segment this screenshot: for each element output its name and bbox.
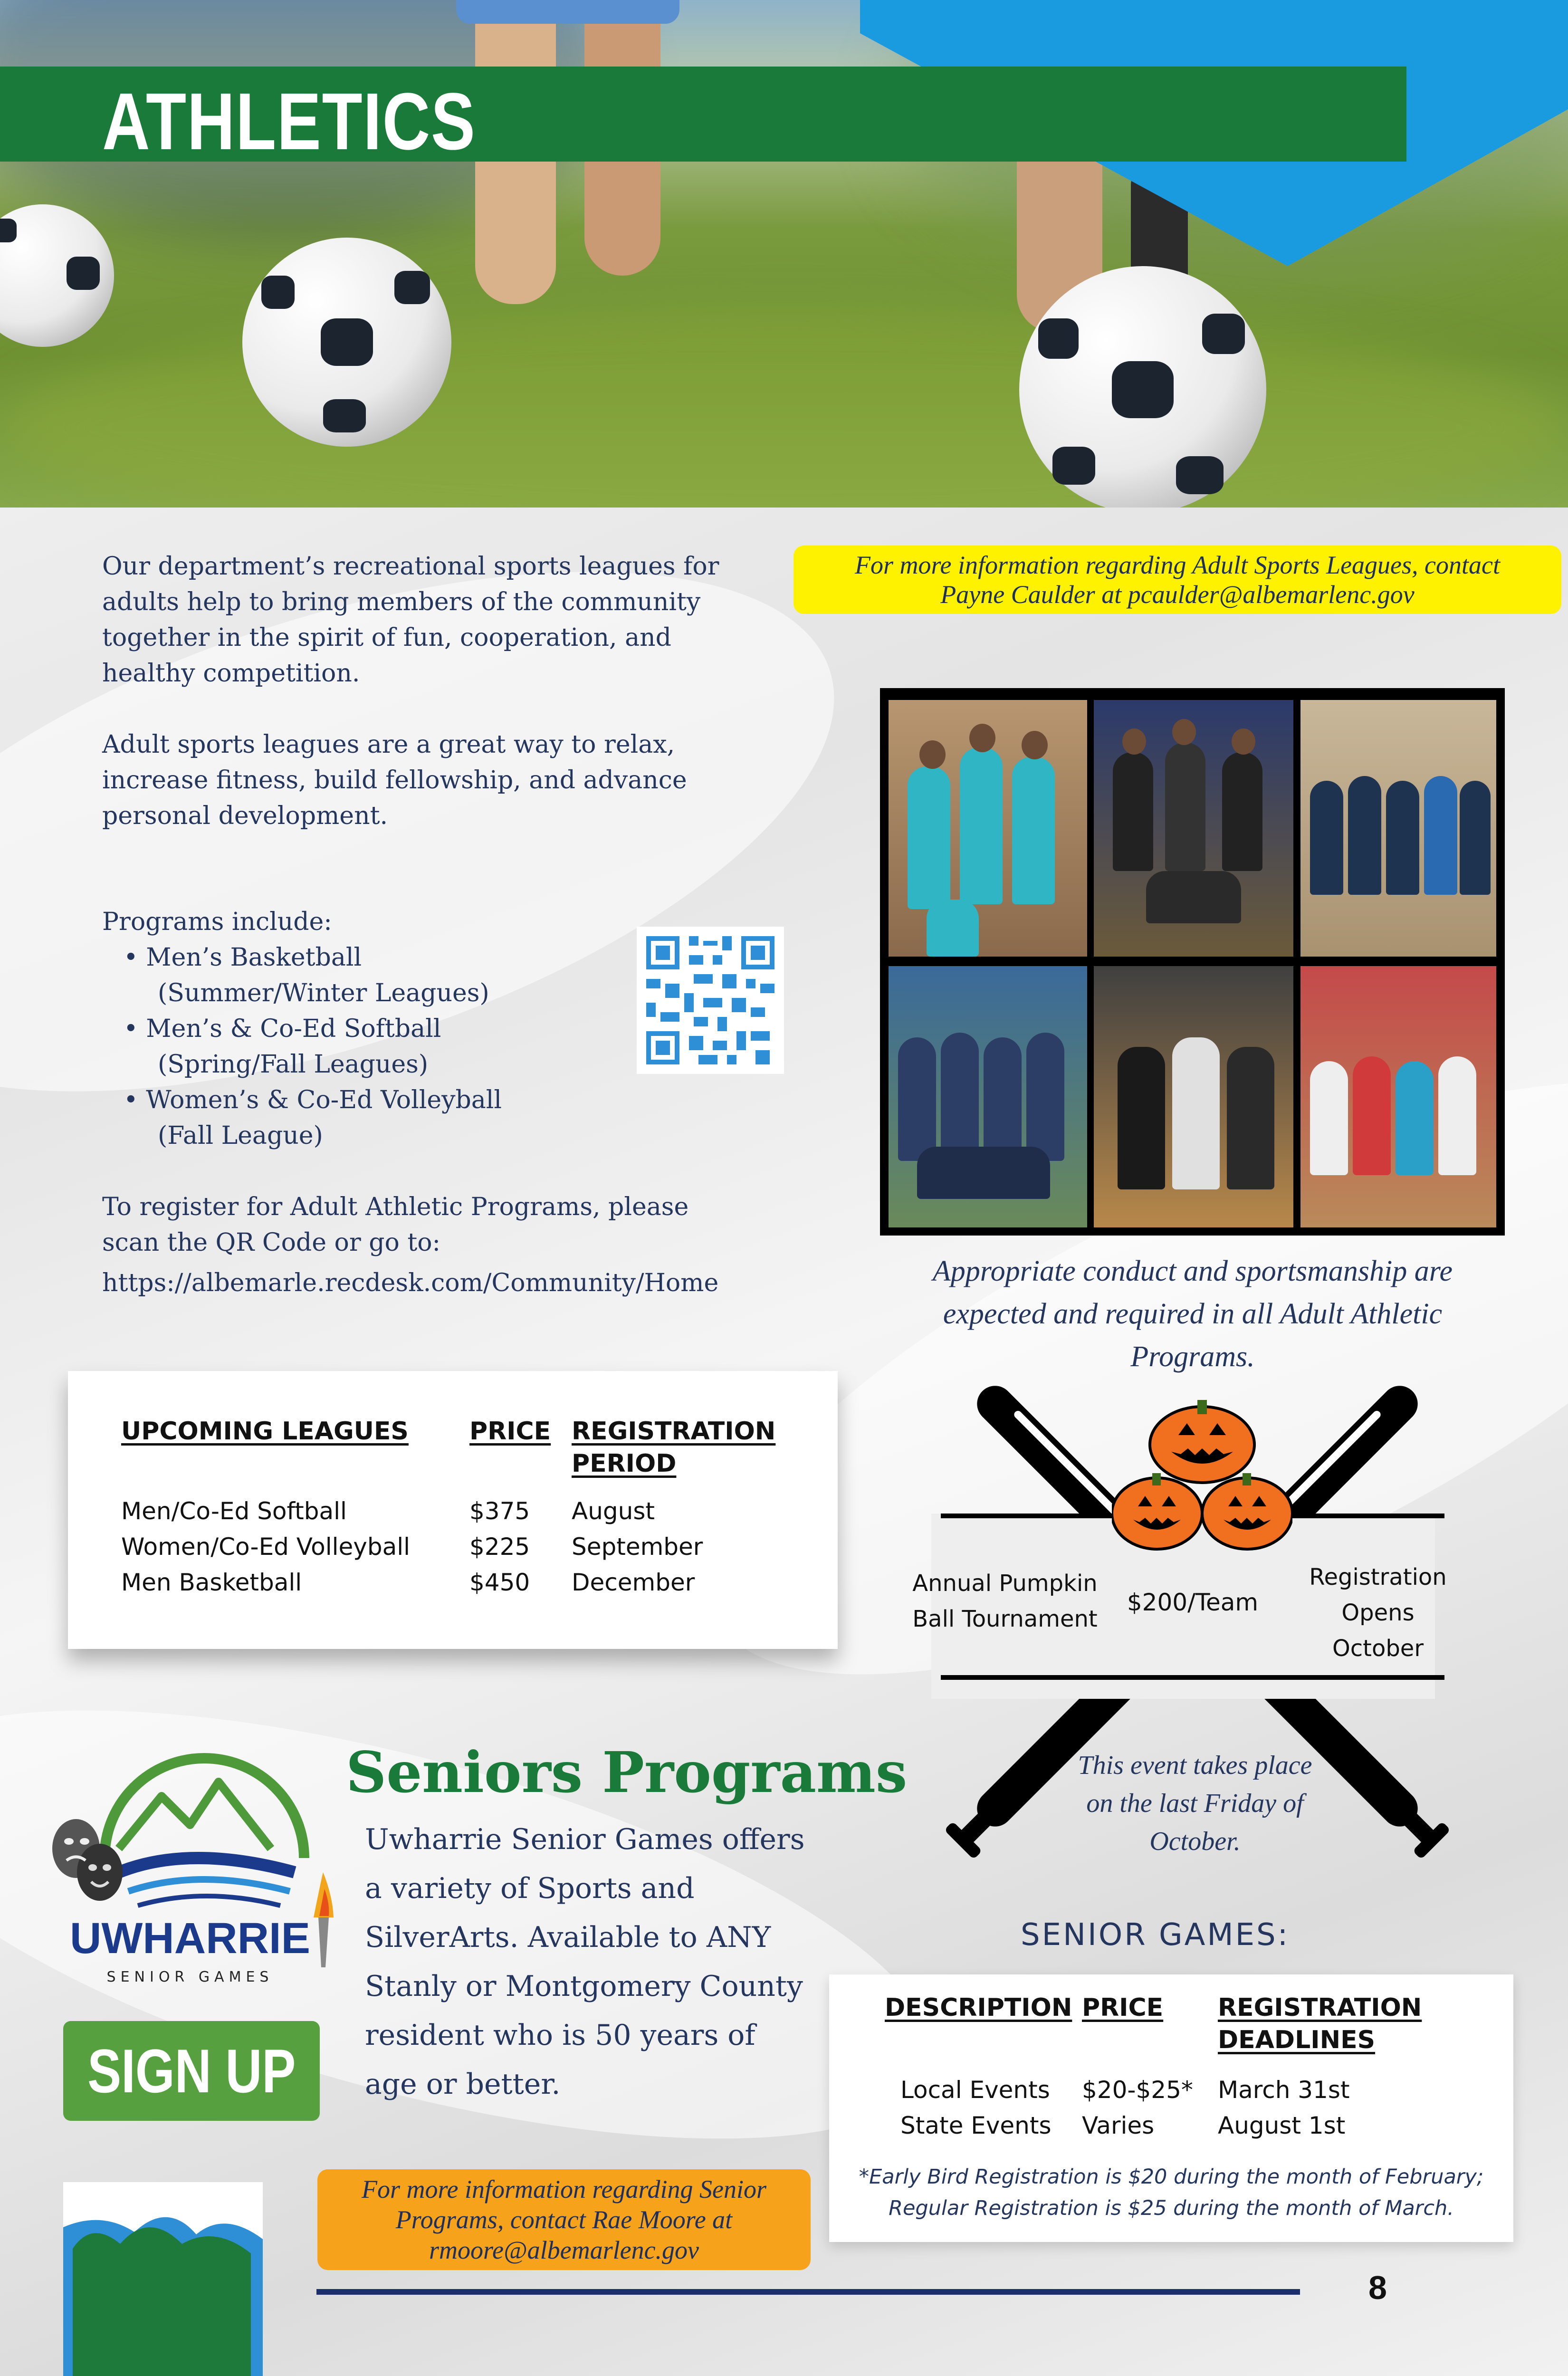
- title-banner: [0, 67, 1406, 167]
- soccer-ball: [1019, 266, 1266, 508]
- table-cell: $450: [469, 1569, 530, 1596]
- column-header: PRICE: [1082, 1993, 1164, 2022]
- table-cell: December: [572, 1569, 695, 1596]
- page-title: ATHLETICS: [102, 77, 476, 167]
- torch-icon: [314, 1872, 334, 1967]
- uwharrie-senior-games-logo: [48, 1730, 342, 1996]
- register-link[interactable]: https://albemarle.recdesk.com/Community/Home: [102, 1269, 719, 1297]
- logo-name: UWHARRIE: [70, 1914, 310, 1963]
- senior-games-title: SENIOR GAMES:: [1021, 1917, 1290, 1953]
- table-cell: Local Events: [900, 2076, 1050, 2104]
- table-cell: August 1st: [1218, 2112, 1346, 2139]
- team-photo: [1094, 700, 1293, 957]
- team-photo: [1300, 700, 1496, 957]
- table-cell: $375: [469, 1497, 530, 1525]
- player-shorts: [456, 0, 679, 24]
- seniors-description: Uwharrie Senior Games offers a variety of Sports and SilverArts. Available to ANY Stanly or Montgomery County resident who is 50 years of age or better.: [365, 1823, 805, 2101]
- soccer-ball: [242, 238, 451, 447]
- city-logo: [63, 2182, 263, 2376]
- adult-leagues-contact: For more information regarding Adult Sports Leagues, contact Payne Caulder at pcaulder@albemarlenc.gov: [794, 546, 1561, 614]
- column-header: UPCOMING LEAGUES: [121, 1417, 409, 1446]
- column-header: DEADLINES: [1218, 2026, 1376, 2054]
- list-item: • Women’s & Co-Ed Volleyball: [124, 1086, 502, 1114]
- team-photo: [1300, 966, 1496, 1227]
- table-cell: $20-$25*: [1082, 2076, 1193, 2104]
- intro-paragraph: Our department’s recreational sports leagues for adults help to bring members of the community together in the spirit of fun, cooperation, and healthy competition.: [102, 552, 719, 688]
- qr-code[interactable]: [637, 927, 784, 1074]
- sign-up-button[interactable]: SIGN UP: [63, 2021, 320, 2121]
- pumpkin-ball-price: $200/Team: [1127, 1589, 1259, 1616]
- seniors-title: Seniors Programs: [346, 1739, 908, 1805]
- table-cell: March 31st: [1218, 2076, 1350, 2104]
- pumpkin-ball-name: Annual Pumpkin Ball Tournament: [912, 1570, 1098, 1632]
- pumpkin-ball-registration: Registration Opens October: [1309, 1564, 1447, 1662]
- logo-subtitle: SENIOR GAMES: [106, 1969, 274, 1985]
- column-header: DESCRIPTION: [885, 1993, 1072, 2022]
- intro-paragraph: Adult sports leagues are a great way to relax, increase fitness, build fellowship, and advance personal development.: [102, 730, 687, 830]
- team-photo: [889, 700, 1087, 957]
- table-cell: $225: [469, 1533, 530, 1561]
- table-cell: September: [572, 1533, 703, 1561]
- team-photo: [889, 966, 1087, 1227]
- pumpkin-ball-note: This event takes place on the last Friday of October.: [1078, 1751, 1312, 1856]
- upcoming-leagues-table: [68, 1371, 838, 1649]
- soccer-ball: [0, 204, 114, 347]
- list-item: • Men’s & Co-Ed Softball: [124, 1015, 441, 1043]
- table-cell: State Events: [900, 2112, 1052, 2139]
- column-header: REGISTRATION: [1218, 1993, 1422, 2022]
- list-item: • Men’s Basketball: [124, 943, 362, 972]
- table-cell: Men/Co-Ed Softball: [121, 1497, 347, 1525]
- table-cell: Men Basketball: [121, 1569, 302, 1596]
- footer-divider: [316, 2289, 1300, 2295]
- programs-heading: Programs include:: [102, 908, 332, 936]
- table-cell: Women/Co-Ed Volleyball: [121, 1533, 411, 1561]
- column-header: PRICE: [469, 1417, 551, 1446]
- seniors-contact: For more information regarding Senior Programs, contact Rae Moore at rmoore@albemarlenc.gov: [317, 2169, 811, 2270]
- pumpkin-stack-icon: [1112, 1397, 1292, 1554]
- register-instructions: To register for Adult Athletic Programs, please scan the QR Code or go to:: [102, 1193, 689, 1257]
- team-photo: [1094, 966, 1293, 1227]
- table-cell: Varies: [1082, 2112, 1155, 2139]
- column-header: REGISTRATION: [572, 1417, 776, 1446]
- senior-games-footnote: *Early Bird Registration is $20 during the month of February; Regular Registration is $25 during the month of March.: [859, 2165, 1484, 2220]
- program-list: • Men’s Basketball (Summer/Winter Leagues) • Men’s & Co-Ed Softball (Spring/Fall Leagues) • Women’s & Co-Ed Volleyball (Fall League): [124, 940, 502, 1154]
- page-number: 8: [1368, 2269, 1387, 2306]
- table-cell: August: [572, 1497, 655, 1525]
- adult-sports-photo-collage: [880, 688, 1505, 1236]
- conduct-note: Appropriate conduct and sportsmanship are expected and required in all Adult Athletic Programs.: [932, 1255, 1453, 1373]
- column-header: PERIOD: [572, 1449, 677, 1478]
